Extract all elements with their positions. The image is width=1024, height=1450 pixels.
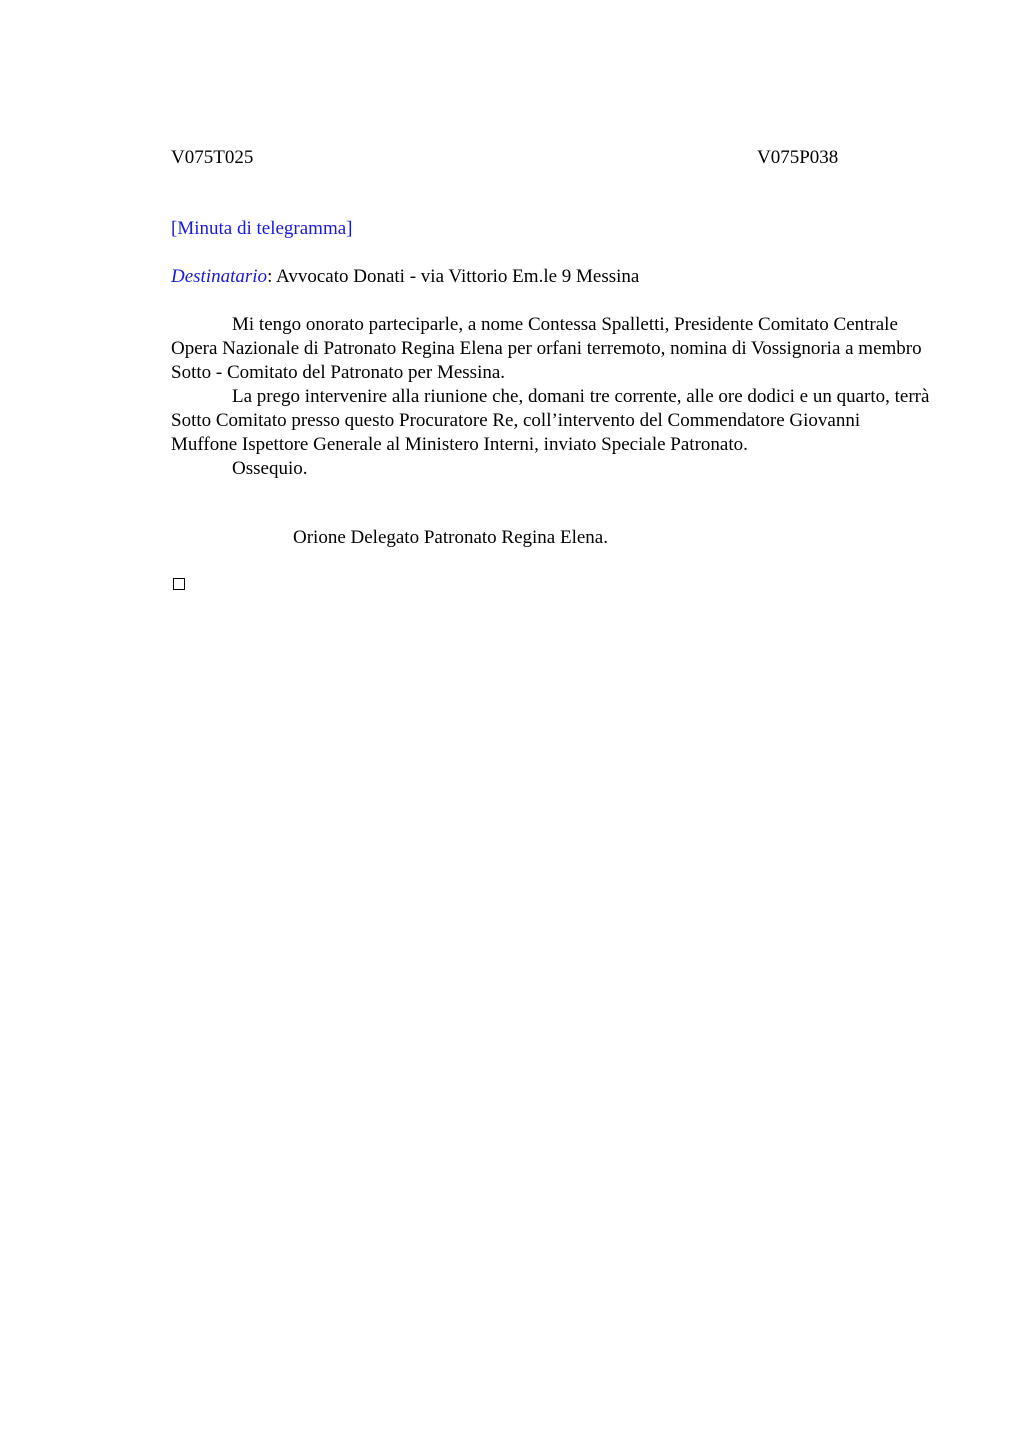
recipient-line bbox=[171, 265, 639, 289]
signature-line: Orione Delegato Patronato Regina Elena. bbox=[293, 527, 608, 548]
body-paragraph-3: Ossequio. bbox=[232, 458, 308, 479]
body-paragraph-1: Mi tengo onorato parteciparle, a nome Contessa Spalletti, Presidente Comitato Centrale Opera Nazionale di Patronato Regina Elena per orfani terremoto, nomina di Vossignoria a membro Sotto - Comitato del Patronato per Messina. bbox=[171, 314, 922, 383]
body-paragraph-2: La prego intervenire alla riunione che, domani tre corrente, alle ore dodici e un quarto, terrà Sotto Comitato presso questo Procuratore Re, coll’intervento del Commendatore Giovanni Muffone Ispettore Generale al Ministero Interni, inviato Speciale Patronato. bbox=[171, 386, 930, 455]
recipient-value: Avvocato Donati - via Vittorio Em.le 9 Messina bbox=[272, 266, 640, 287]
document-type-annotation: [Minuta di telegramma] bbox=[171, 218, 353, 239]
telegram-body bbox=[171, 313, 931, 481]
recipient-separator: : bbox=[267, 266, 273, 287]
recipient-label: Destinatario bbox=[171, 266, 268, 287]
reference-code-right: V075P038 bbox=[757, 147, 839, 168]
reference-code-left: V075T025 bbox=[171, 147, 254, 168]
square-outline-icon bbox=[173, 578, 185, 590]
